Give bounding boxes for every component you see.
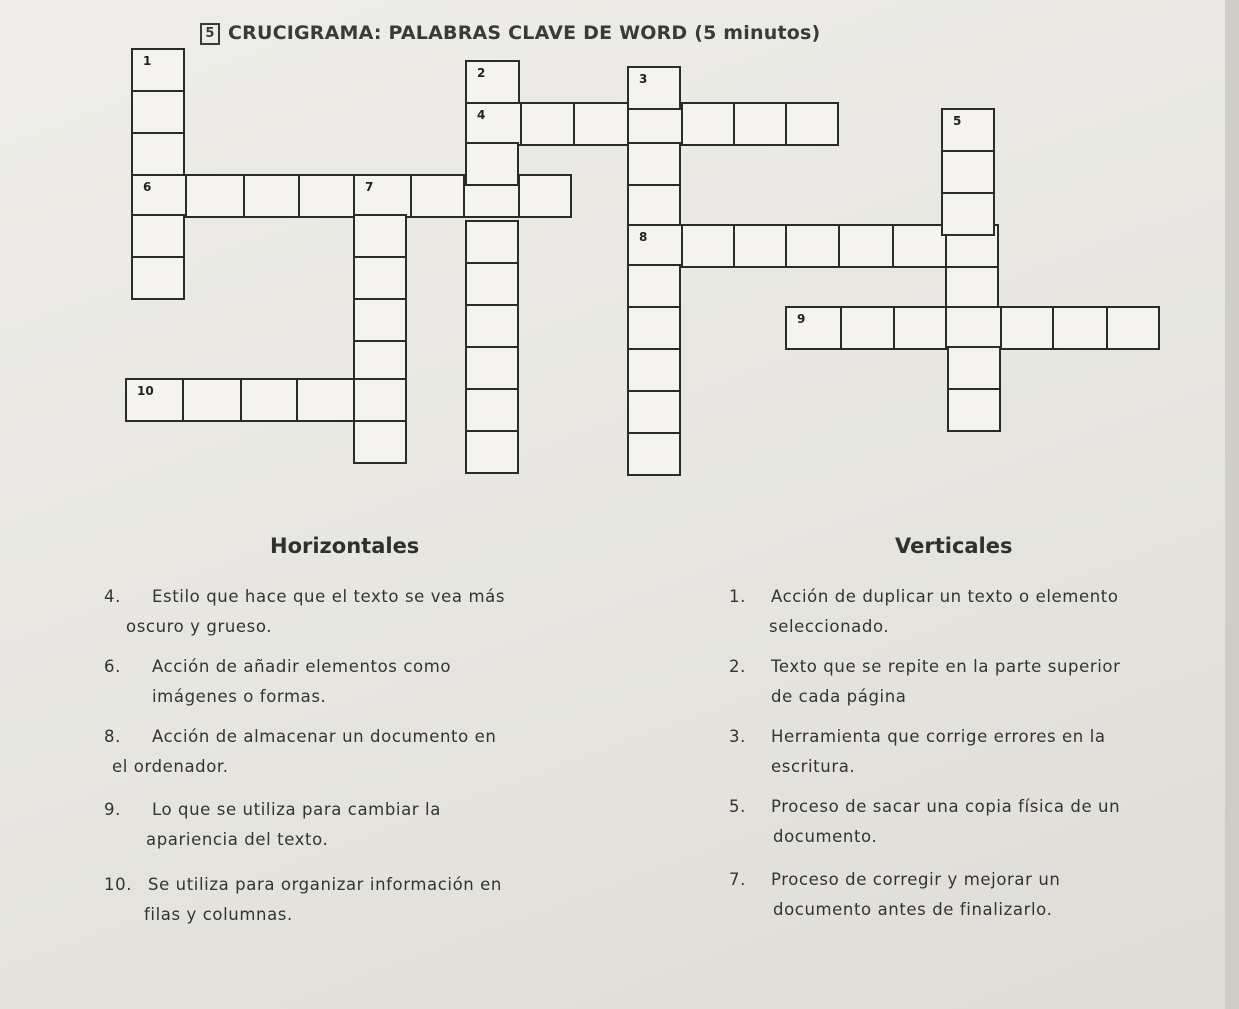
crossword-grid: [0, 0, 1239, 480]
clue-number-label: 2: [477, 66, 486, 80]
clue-number: 6.: [104, 657, 121, 676]
crossword-cell-vertical-1[interactable]: [131, 214, 185, 258]
crossword-cell-vertical-7[interactable]: [353, 420, 407, 464]
crossword-cell-vertical-3[interactable]: [627, 348, 681, 392]
clue-number: 7.: [729, 870, 746, 889]
crossword-cell-horizontal-6[interactable]: [353, 174, 412, 218]
clue-number: 1.: [729, 587, 746, 606]
crossword-cell-horizontal-4[interactable]: [520, 102, 575, 146]
crossword-cell-horizontal-9[interactable]: [893, 306, 947, 350]
clue-text-continued: oscuro y grueso.: [126, 617, 273, 636]
crossword-cell-horizontal-6[interactable]: [298, 174, 355, 218]
clue-text-continued: filas y columnas.: [144, 905, 293, 924]
crossword-cell-vertical-7[interactable]: [353, 214, 407, 258]
crossword-cell-horizontal-9[interactable]: [1052, 306, 1108, 350]
horizontales-heading: Horizontales: [270, 534, 420, 558]
clue-number: 3.: [729, 727, 746, 746]
clue-text-continued: documento.: [773, 827, 878, 846]
crossword-cell-horizontal-6[interactable]: [243, 174, 300, 218]
clue-vertical-1: [729, 582, 1209, 642]
crossword-cell-vertical-2[interactable]: [465, 430, 519, 474]
crossword-cell-horizontal-10[interactable]: [296, 378, 355, 422]
clue-horizontal-8: [104, 722, 604, 782]
crossword-cell-horizontal-10[interactable]: [353, 378, 407, 422]
clue-text-continued: apariencia del texto.: [146, 830, 329, 849]
crossword-cell-vertical-5[interactable]: [947, 346, 1001, 390]
crossword-cell-vertical-3[interactable]: [627, 306, 681, 350]
crossword-cell-vertical-7[interactable]: [353, 298, 407, 342]
crossword-cell-horizontal-4[interactable]: [681, 102, 735, 146]
crossword-cell-vertical-3[interactable]: [627, 184, 681, 228]
clue-number-label: 3: [639, 72, 648, 86]
clue-text: Proceso de sacar una copia física de un: [771, 797, 1121, 816]
clue-text-continued: seleccionado.: [769, 617, 890, 636]
crossword-cell-vertical-3[interactable]: [627, 142, 681, 186]
crossword-cell-horizontal-8[interactable]: [627, 224, 683, 268]
crossword-cell-horizontal-8[interactable]: [785, 224, 840, 268]
crossword-cell-vertical-2[interactable]: [465, 142, 519, 186]
clue-text: Acción de almacenar un documento en: [152, 727, 497, 746]
verticales-heading: Verticales: [895, 534, 1013, 558]
clue-text: Lo que se utiliza para cambiar la: [152, 800, 441, 819]
crossword-cell-vertical-3[interactable]: [627, 66, 681, 110]
clue-vertical-7: [729, 865, 1209, 925]
clue-text: Proceso de corregir y mejorar un: [771, 870, 1061, 889]
crossword-cell-horizontal-9[interactable]: [945, 306, 1002, 350]
clue-number-label: 9: [797, 312, 806, 326]
crossword-cell-vertical-1[interactable]: [131, 132, 185, 176]
clue-vertical-2: [729, 652, 1209, 712]
clue-number: 8.: [104, 727, 121, 746]
crossword-cell-horizontal-9[interactable]: [840, 306, 895, 350]
crossword-cell-horizontal-4[interactable]: [733, 102, 787, 146]
clue-number: 5.: [729, 797, 746, 816]
crossword-cell-horizontal-6[interactable]: [131, 174, 187, 218]
crossword-cell-vertical-5[interactable]: [945, 266, 999, 310]
crossword-cell-horizontal-8[interactable]: [892, 224, 947, 268]
clue-number: 9.: [104, 800, 121, 819]
clue-text: Se utiliza para organizar información en: [148, 875, 502, 894]
crossword-cell-horizontal-6[interactable]: [185, 174, 245, 218]
clue-number: 4.: [104, 587, 121, 606]
crossword-cell-vertical-3[interactable]: [627, 432, 681, 476]
crossword-cell-horizontal-8[interactable]: [733, 224, 787, 268]
crossword-cell-vertical-5[interactable]: [941, 192, 995, 236]
clue-horizontal-6: [104, 652, 604, 712]
crossword-cell-vertical-2[interactable]: [465, 304, 519, 348]
title-text: CRUCIGRAMA: PALABRAS CLAVE DE WORD (5 minutos): [228, 22, 821, 44]
crossword-cell-vertical-1[interactable]: [131, 256, 185, 300]
crossword-cell-vertical-7[interactable]: [353, 256, 407, 300]
crossword-cell-horizontal-9[interactable]: [785, 306, 842, 350]
crossword-cell-vertical-2[interactable]: [465, 388, 519, 432]
crossword-cell-horizontal-10[interactable]: [240, 378, 298, 422]
clue-text: Texto que se repite en la parte superior: [771, 657, 1121, 676]
clue-number-label: 5: [953, 114, 962, 128]
crossword-cell-horizontal-4[interactable]: [465, 102, 522, 146]
crossword-cell-horizontal-4[interactable]: [573, 102, 629, 146]
crossword-cell-horizontal-10[interactable]: [182, 378, 242, 422]
clue-number-label: 8: [639, 230, 648, 244]
clue-number: 2.: [729, 657, 746, 676]
crossword-cell-vertical-5[interactable]: [941, 150, 995, 194]
clue-vertical-5: [729, 792, 1219, 852]
clue-text-continued: imágenes o formas.: [152, 687, 327, 706]
crossword-cell-vertical-2[interactable]: [465, 262, 519, 306]
clue-number-label: 7: [365, 180, 374, 194]
crossword-cell-vertical-3[interactable]: [627, 264, 681, 308]
clue-text: Herramienta que corrige errores en la: [771, 727, 1106, 746]
clue-horizontal-4: [104, 582, 604, 642]
clue-text: Estilo que hace que el texto se vea más: [152, 587, 506, 606]
clue-text: Acción de duplicar un texto o elemento: [771, 587, 1119, 606]
crossword-cell-vertical-1[interactable]: [131, 90, 185, 134]
crossword-cell-vertical-2[interactable]: [465, 220, 519, 264]
clue-number-label: 1: [143, 54, 152, 68]
crossword-cell-vertical-1[interactable]: [131, 48, 185, 92]
crossword-cell-horizontal-4[interactable]: [785, 102, 839, 146]
crossword-cell-horizontal-6[interactable]: [518, 174, 572, 218]
clue-number-label: 10: [137, 384, 154, 398]
clue-text-continued: de cada página: [771, 687, 907, 706]
crossword-cell-horizontal-9[interactable]: [1106, 306, 1160, 350]
clue-vertical-3: [729, 722, 1209, 782]
clue-text-continued: escritura.: [771, 757, 856, 776]
crossword-cell-horizontal-8[interactable]: [838, 224, 894, 268]
clue-horizontal-10: [104, 870, 604, 930]
crossword-cell-horizontal-8[interactable]: [681, 224, 735, 268]
crossword-cell-horizontal-10[interactable]: [125, 378, 184, 422]
crossword-cell-vertical-2[interactable]: [465, 60, 520, 104]
clue-horizontal-9: [104, 795, 604, 855]
clue-text: Acción de añadir elementos como: [152, 657, 452, 676]
crossword-cell-vertical-3[interactable]: [627, 390, 681, 434]
clue-number-label: 4: [477, 108, 486, 122]
crossword-cell-vertical-2[interactable]: [465, 346, 519, 390]
crossword-cell-vertical-5[interactable]: [947, 388, 1001, 432]
crossword-cell-horizontal-6[interactable]: [410, 174, 465, 218]
crossword-cell-horizontal-9[interactable]: [1000, 306, 1054, 350]
clue-text-continued: el ordenador.: [112, 757, 229, 776]
clue-number: 10.: [104, 875, 133, 894]
clue-number-label: 6: [143, 180, 152, 194]
exercise-number-badge: 5: [200, 23, 220, 45]
clue-text-continued: documento antes de finalizarlo.: [773, 900, 1053, 919]
crossword-cell-vertical-5[interactable]: [941, 108, 995, 152]
